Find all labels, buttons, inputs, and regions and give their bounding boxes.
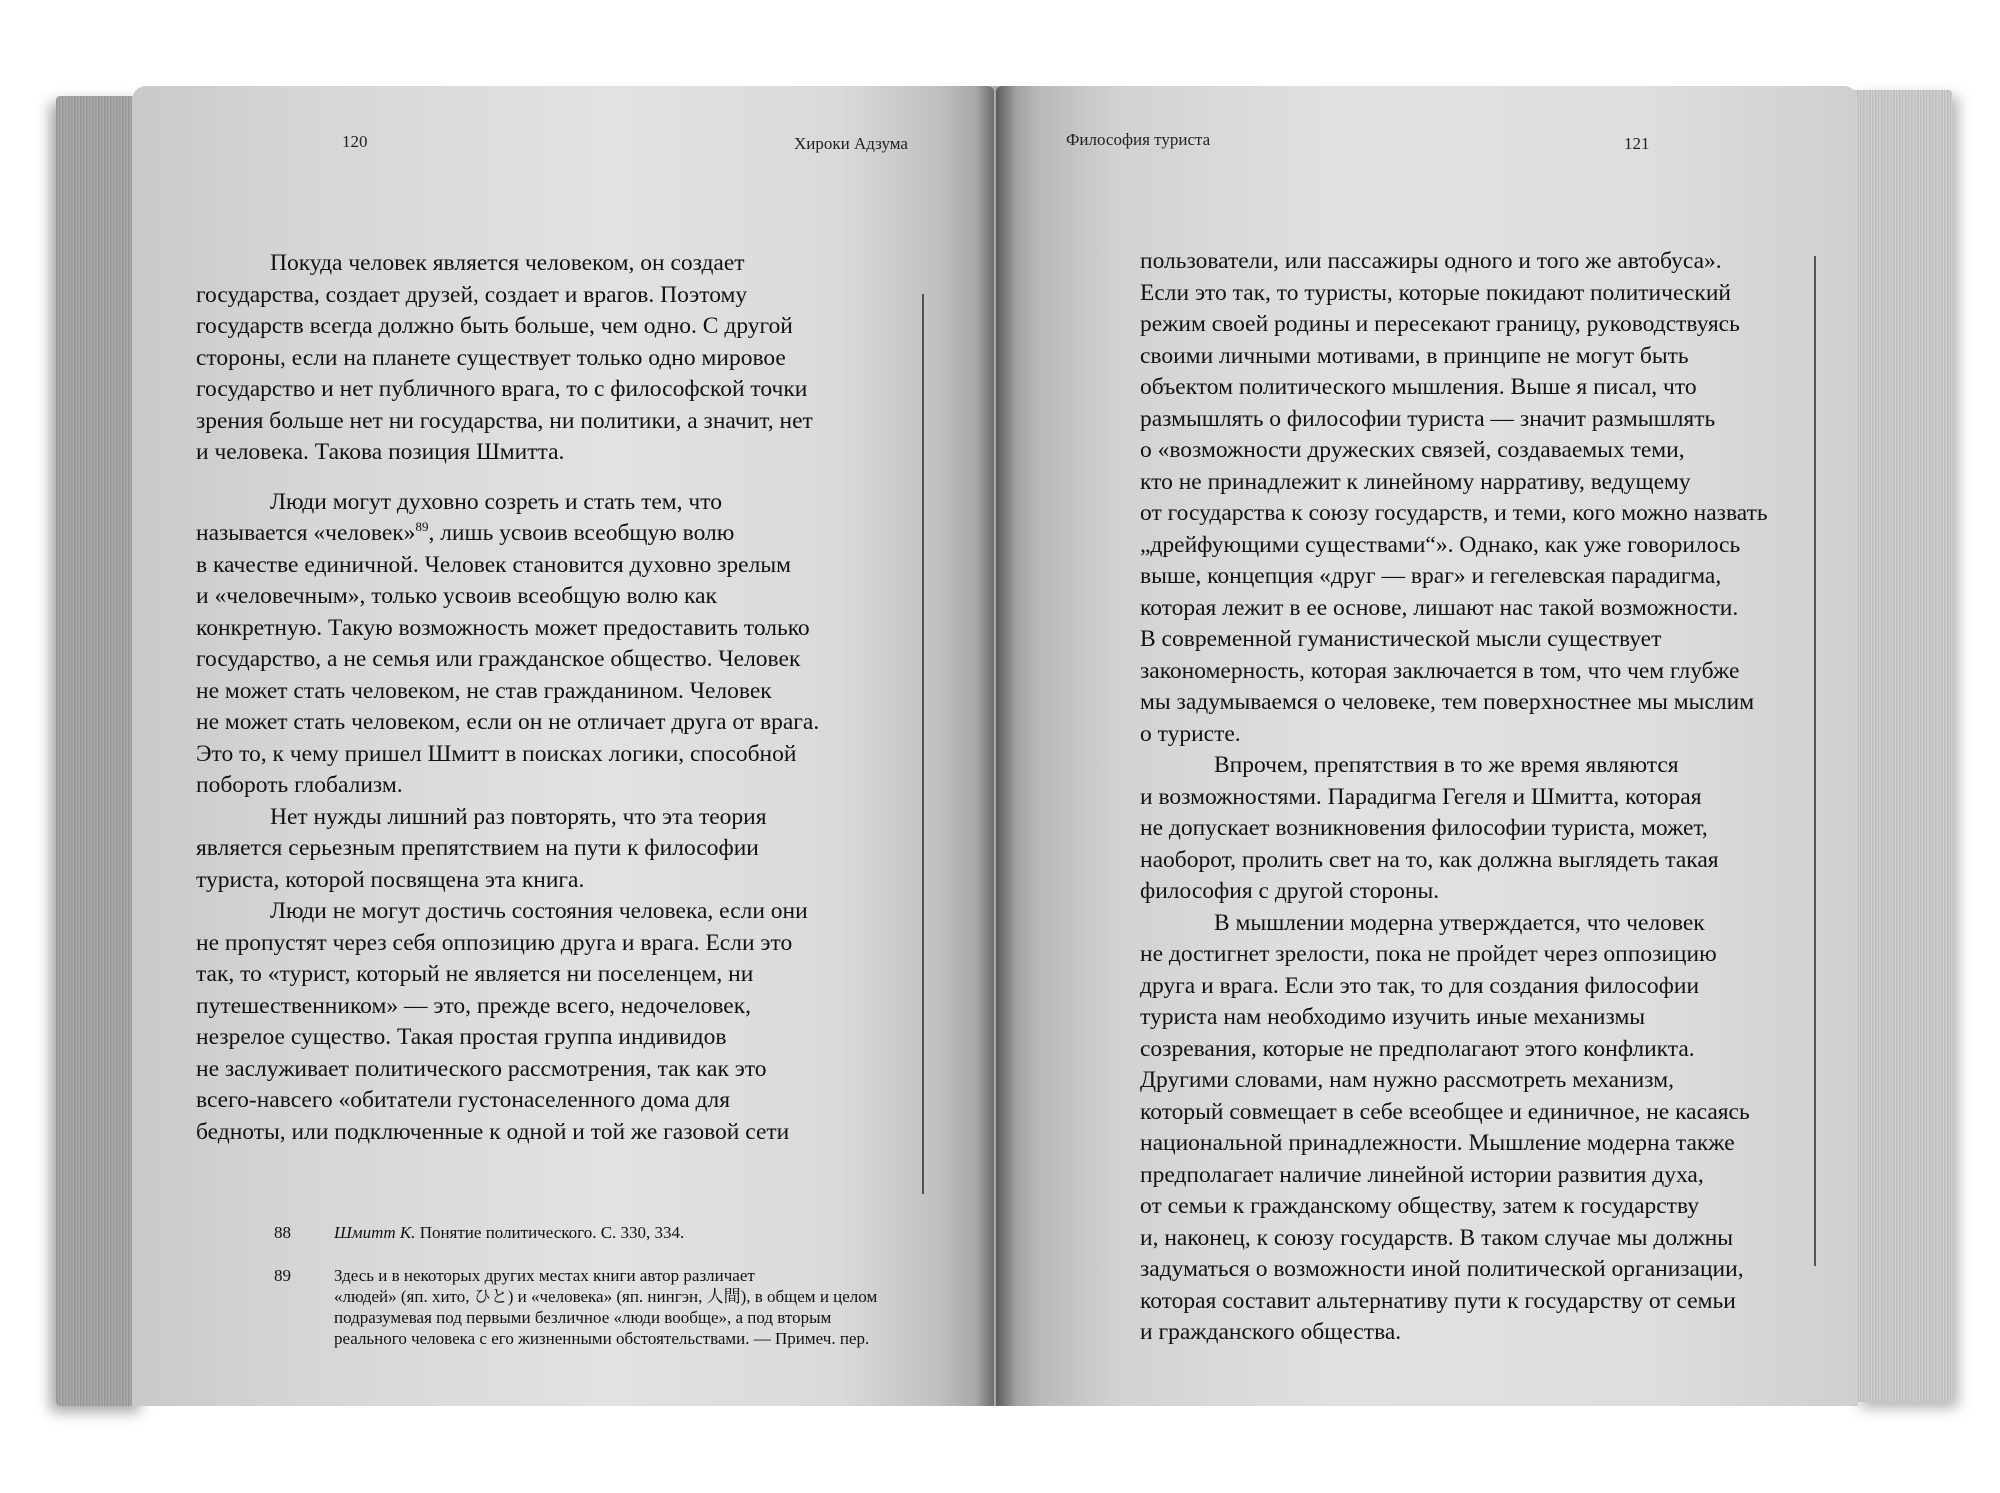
left-text-line: всего-навсего «обитатели густонаселенного дома для [196, 1087, 731, 1113]
right-text-line: не допускает возникновения философии туриста, может, [1140, 815, 1708, 841]
right-text-line: от семьи к гражданскому обществу, затем к государству [1140, 1193, 1699, 1219]
right-page [996, 86, 1858, 1406]
left-text-line: и «человечным», только усвоив всеобщую волю как [196, 583, 717, 609]
right-page-number: 121 [1624, 134, 1650, 153]
left-text-line: в качестве единичной. Человек становится духовно зрелым [196, 551, 792, 578]
right-text-line: философия с другой стороны. [1140, 878, 1440, 904]
left-text-line: и человека. Такова позиция Шмитта. [196, 439, 565, 465]
book-spine-shadow [976, 86, 1016, 1406]
right-text-line: размышлять о философии туриста — значит размышлять [1140, 405, 1716, 432]
right-text-line: и гражданского общества. [1140, 1319, 1402, 1345]
footnote-line: «людей» (яп. хито, ひと) и «человека» (яп. нингэн, 人間), в общем и целом [334, 1287, 878, 1306]
right-text-line: наоборот, пролить свет на то, как должна выглядеть такая [1140, 846, 1719, 873]
left-text-line: называется «человек»$^{89}$, лишь усвоив всеобщую волю [196, 519, 735, 546]
right-text-line: созревания, которые не предполагают этого конфликта. [1140, 1035, 1695, 1062]
left-text-line: не может стать человеком, если он не отличает друга от врага. [196, 709, 820, 735]
right-text-line: и возможностями. Парадигма Гегеля и Шмитта, которая [1140, 783, 1702, 810]
left-running-head: Хироки Адзума [794, 134, 908, 153]
right-text-line: закономерность, которая заключается в том, что чем глубже [1140, 657, 1740, 684]
left-text-line: Люди могут духовно созреть и стать тем, что [270, 488, 722, 515]
left-page [132, 86, 994, 1406]
left-text-line: незрелое существо. Такая простая группа индивидов [196, 1024, 727, 1050]
left-text-line: путешественником» — это, прежде всего, недочеловек, [196, 992, 752, 1019]
left-text-line: не пропустят через себя оппозицию друга и врага. Если это [196, 929, 793, 956]
left-text-line: не может стать человеком, не став гражданином. Человек [196, 677, 772, 704]
left-text-line: бедноты, или подключенные к одной и той же газовой сети [196, 1118, 790, 1145]
left-text-line: Нет нужды лишний раз повторять, что эта теория [270, 803, 767, 830]
right-margin-line [1814, 256, 1816, 1266]
footnote-ref: 89 [415, 519, 429, 535]
footnote [274, 1265, 877, 1349]
right-text-line: Если это так, то туристы, которые покидают политический [1140, 279, 1731, 306]
left-text-line: не заслуживает политического рассмотрения, так как это [196, 1055, 767, 1082]
left-footnotes [274, 1222, 877, 1349]
right-text-line: режим своей родины и пересекают границу, руководствуясь [1140, 311, 1740, 337]
left-margin-line [922, 294, 924, 1194]
right-page-stack-edge [1854, 90, 1952, 1402]
left-page-number: 120 [342, 132, 368, 151]
right-text-line: задуматься о возможности иной политической организации, [1140, 1256, 1744, 1282]
left-text-line: государство и нет публичного врага, то с философской точки [196, 376, 808, 402]
right-text-line: которая составит альтернативу пути к государству от семьи [1140, 1287, 1736, 1314]
right-running-head: Философия туриста [1066, 130, 1211, 149]
right-text-line: В мышлении модерна утверждается, что человек [1214, 909, 1705, 936]
left-body-text [196, 248, 819, 1148]
right-text-line: объектом политического мышления. Выше я писал, что [1140, 374, 1697, 400]
footnote-line: подразумевая под первыми безличное «люди вообще», а под вторым [334, 1308, 832, 1327]
right-text-line: Впрочем, препятствия в то же время являются [1214, 752, 1679, 778]
right-text-line: пользователи, или пассажиры одного и того же автобуса». [1140, 248, 1722, 274]
footnote-number: 88 [274, 1223, 291, 1242]
right-text-line: своими личными мотивами, в принципе не могут быть [1140, 342, 1689, 369]
right-text-line: от государства к союзу государств, и теми, кого можно назвать [1140, 500, 1768, 526]
left-text-line [196, 469, 819, 487]
left-text-line: Это то, к чему пришел Шмитт в поисках логики, способной [196, 740, 797, 767]
right-text-line: мы задумываемся о человеке, тем поверхностнее мы мыслим [1140, 689, 1755, 715]
left-text-line: государства, создает друзей, создает и врагов. Поэтому [196, 281, 748, 308]
right-text-line: и, наконец, к союзу государств. В таком случае мы должны [1140, 1224, 1734, 1251]
left-text-line: стороны, если на планете существует только одно мировое [196, 344, 786, 371]
left-text-line: конкретную. Такую возможность может предоставить только [196, 614, 810, 641]
left-text-line: государств всегда должно быть больше, чем одно. С другой [196, 313, 793, 339]
right-text-line: выше, концепция «друг — враг» и гегелевская парадигма, [1140, 563, 1722, 589]
footnote-line: реального человека с его жизненными обстоятельствами. — Примеч. пер. [334, 1329, 870, 1348]
right-body-text [1140, 246, 1768, 1349]
left-text-line: так, то «турист, который не является ни поселенцем, ни [196, 961, 754, 987]
footnote-line: Шмитт К. Понятие политического. С. 330, 334. [334, 1223, 685, 1242]
right-text-line: который совмещает в себе всеобщее и единичное, не касаясь [1140, 1098, 1750, 1125]
right-text-line: „дрейфующими существами“». Однако, как уже говорилось [1140, 531, 1741, 558]
left-text-line: государство, а не семья или гражданское общество. Человек [196, 646, 801, 672]
right-text-line: друга и врага. Если это так, то для создания философии [1140, 972, 1700, 999]
left-text-line: туриста, которой посвящена эта книга. [196, 866, 585, 893]
left-text-line: Покуда человек является человеком, он создает [270, 250, 745, 276]
footnote-line: Здесь и в некоторых других местах книги автор различает [334, 1266, 755, 1285]
right-text-line: предполагает наличие линейной истории развития духа, [1140, 1161, 1704, 1188]
left-text-line: зрения больше нет ни государства, ни политики, а значит, нет [196, 407, 813, 434]
right-text-line: которая лежит в ее основе, лишают нас такой возможности. [1140, 594, 1739, 621]
right-text-line: национальной принадлежности. Мышление модерна также [1140, 1130, 1735, 1156]
left-text-line: Люди не могут достичь состояния человека, если они [270, 898, 808, 924]
right-text-line: туриста нам необходимо изучить иные механизмы [1140, 1004, 1646, 1030]
left-text-line: является серьезным препятствием на пути к философии [196, 835, 759, 861]
right-text-line: Другими словами, нам нужно рассмотреть механизм, [1140, 1067, 1674, 1093]
footnote [274, 1222, 877, 1243]
right-text-line: не достигнет зрелости, пока не пройдет через оппозицию [1140, 941, 1717, 967]
footnote-number: 89 [274, 1266, 291, 1285]
right-text-line: В современной гуманистической мысли существует [1140, 626, 1662, 652]
right-text-line: кто не принадлежит к линейному нарративу, ведущему [1140, 468, 1691, 495]
right-text-line: о туристе. [1140, 720, 1241, 747]
right-text-line: о «возможности дружеских связей, создаваемых теми, [1140, 437, 1685, 463]
left-text-line: побороть глобализм. [196, 772, 403, 798]
